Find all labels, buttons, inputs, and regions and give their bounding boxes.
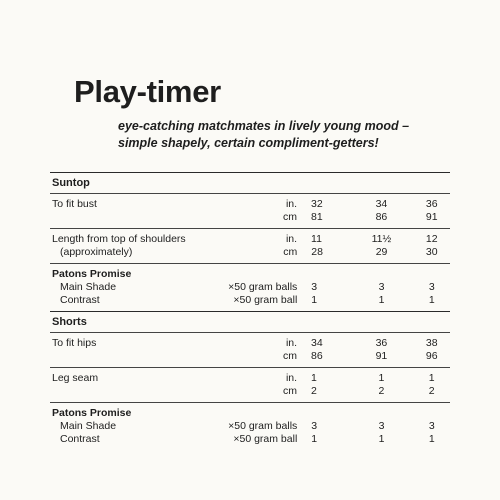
size-value: 28	[311, 246, 323, 258]
section-heading-suntop: Suntop	[52, 177, 90, 189]
unit-label: cm	[283, 350, 298, 362]
size-value: 36	[375, 337, 388, 349]
subtitle-line-2: simple shapely, certain compliment-getters!	[118, 136, 379, 150]
yarn-main-label: Main Shade	[60, 420, 117, 432]
yarn-quantity-unit: ×50 gram ball	[233, 294, 298, 306]
subtitle-line-1: eye-catching matchmates in lively young mood –	[118, 119, 410, 133]
size-value: 1	[311, 294, 318, 306]
size-value: 34	[375, 198, 388, 210]
size-value: 3	[311, 420, 318, 432]
yarn-quantity-unit: ×50 gram balls	[228, 281, 298, 293]
size-value: 91	[425, 211, 438, 223]
yarn-heading: Patons Promise	[52, 407, 132, 419]
size-value: 3	[428, 420, 435, 432]
size-value: 2	[311, 385, 317, 397]
measurements-table	[50, 172, 450, 450]
row-label-note: (approximately)	[60, 246, 133, 258]
size-value: 1	[311, 433, 318, 445]
yarn-heading: Patons Promise	[52, 268, 132, 280]
row-label: To fit hips	[52, 337, 97, 349]
size-value: 34	[311, 337, 323, 349]
yarn-main-label: Main Shade	[60, 281, 117, 293]
size-value: 1	[378, 294, 385, 306]
size-value: 1	[428, 433, 435, 445]
unit-label: cm	[283, 246, 298, 258]
row-length	[50, 228, 450, 263]
size-value: 1	[378, 433, 385, 445]
section-heading-shorts: Shorts	[52, 316, 87, 328]
size-value: 86	[375, 211, 388, 223]
size-value: 1	[428, 372, 435, 384]
row-fit-hips	[50, 332, 450, 367]
yarn-quantity-unit: ×50 gram balls	[228, 420, 298, 432]
size-value: 38	[425, 337, 438, 349]
size-value: 3	[311, 281, 318, 293]
unit-label: in.	[285, 337, 298, 349]
unit-label: in.	[285, 372, 298, 384]
size-value: 32	[311, 198, 323, 210]
size-value: 91	[375, 350, 388, 362]
unit-label: cm	[283, 211, 298, 223]
page-subtitle	[118, 118, 409, 152]
size-value: 86	[311, 350, 323, 362]
size-value: 1	[428, 294, 435, 306]
size-value: 81	[311, 211, 323, 223]
unit-label: in.	[285, 198, 298, 210]
unit-label: in.	[285, 233, 298, 245]
size-value: 3	[378, 281, 385, 293]
size-value: 96	[425, 350, 438, 362]
row-label: Leg seam	[52, 372, 99, 384]
size-value: 3	[428, 281, 435, 293]
page-title: Play-timer	[74, 74, 221, 109]
size-value: 2	[428, 385, 435, 397]
size-value: 3	[378, 420, 385, 432]
size-value: 1	[378, 372, 385, 384]
size-value: 29	[375, 246, 388, 258]
row-leg-seam	[50, 367, 450, 402]
size-value: 12	[425, 233, 438, 245]
row-yarn-suntop	[50, 263, 450, 311]
size-value: 30	[425, 246, 438, 258]
row-yarn-shorts	[50, 402, 450, 450]
unit-label: cm	[283, 385, 298, 397]
yarn-contrast-label: Contrast	[60, 294, 100, 306]
yarn-contrast-label: Contrast	[60, 433, 100, 445]
size-value: 36	[425, 198, 438, 210]
size-value: 2	[378, 385, 385, 397]
row-label: Length from top of shoulders	[52, 233, 186, 245]
size-value: 11	[311, 233, 322, 245]
yarn-quantity-unit: ×50 gram ball	[233, 433, 298, 445]
row-fit-bust	[50, 193, 450, 228]
row-label: To fit bust	[52, 198, 97, 210]
size-value: 1	[311, 372, 317, 384]
size-value: 11½	[371, 233, 392, 245]
